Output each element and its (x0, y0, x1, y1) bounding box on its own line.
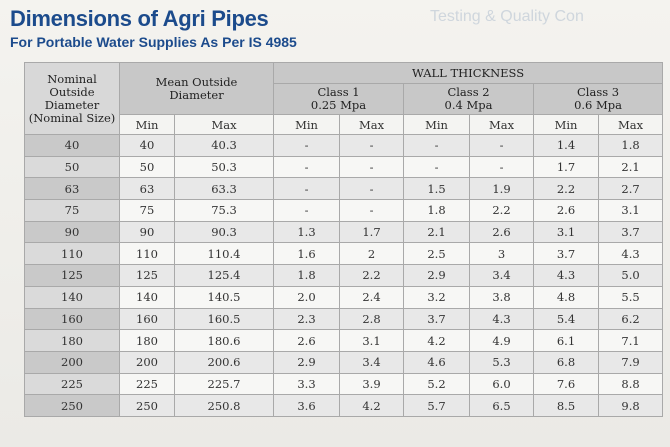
table-row (25, 308, 663, 330)
cell-class1-max: 2.2 (340, 265, 404, 287)
cell-class3-min: 6.8 (534, 351, 599, 373)
cell-nominal-size: 200 (25, 351, 120, 373)
cell-class2-min: 4.6 (404, 351, 470, 373)
cell-class1-min: - (274, 135, 340, 157)
cell-class2-min: - (404, 135, 470, 157)
cell-class3-max: 7.1 (599, 330, 663, 352)
table-row (25, 221, 663, 243)
cell-class2-min: 2.5 (404, 243, 470, 265)
cell-class3-max: 4.3 (599, 243, 663, 265)
cell-mean-max: 225.7 (175, 373, 274, 395)
cell-class1-min: - (274, 156, 340, 178)
cell-class1-min: 2.0 (274, 286, 340, 308)
cell-mean-min: 90 (120, 221, 175, 243)
cell-nominal-size: 225 (25, 373, 120, 395)
header-class-2: Class 2 0.4 Mpa (404, 84, 534, 115)
cell-class2-min: - (404, 156, 470, 178)
cell-class3-max: 5.5 (599, 286, 663, 308)
cell-class2-min: 2.1 (404, 221, 470, 243)
cell-class2-min: 3.2 (404, 286, 470, 308)
cell-class2-min: 1.8 (404, 200, 470, 222)
cell-class1-max: 1.7 (340, 221, 404, 243)
cell-class3-min: 4.8 (534, 286, 599, 308)
cell-class1-min: 3.6 (274, 395, 340, 417)
cell-mean-min: 200 (120, 351, 175, 373)
cell-nominal-size: 90 (25, 221, 120, 243)
header-class-3: Class 3 0.6 Mpa (534, 84, 663, 115)
cell-class2-min: 4.2 (404, 330, 470, 352)
background-text: Testing & Quality Con (430, 8, 584, 25)
cell-class2-max: 3.8 (470, 286, 534, 308)
cell-mean-max: 50.3 (175, 156, 274, 178)
cell-class2-min: 5.2 (404, 373, 470, 395)
cell-mean-max: 200.6 (175, 351, 274, 373)
cell-mean-min: 225 (120, 373, 175, 395)
cell-class3-max: 2.1 (599, 156, 663, 178)
cell-class1-max: - (340, 135, 404, 157)
header-class2-max: Max (470, 115, 534, 135)
cell-nominal-size: 180 (25, 330, 120, 352)
cell-class1-max: - (340, 178, 404, 200)
heading-block (10, 6, 297, 51)
table-row (25, 265, 663, 287)
cell-class3-max: 6.2 (599, 308, 663, 330)
cell-class3-min: 7.6 (534, 373, 599, 395)
cell-class1-max: 2 (340, 243, 404, 265)
cell-class2-max: 3.4 (470, 265, 534, 287)
cell-mean-max: 250.8 (175, 395, 274, 417)
page-title: Dimensions of Agri Pipes (10, 6, 269, 31)
cell-mean-max: 140.5 (175, 286, 274, 308)
cell-class1-max: 2.4 (340, 286, 404, 308)
cell-mean-min: 50 (120, 156, 175, 178)
cell-class3-max: 3.7 (599, 221, 663, 243)
cell-mean-max: 40.3 (175, 135, 274, 157)
cell-class3-min: 1.4 (534, 135, 599, 157)
cell-class3-min: 6.1 (534, 330, 599, 352)
cell-class2-max: 4.9 (470, 330, 534, 352)
cell-class3-min: 2.2 (534, 178, 599, 200)
cell-mean-min: 160 (120, 308, 175, 330)
table-row (25, 243, 663, 265)
dimensions-table (24, 62, 663, 417)
cell-class1-max: 2.8 (340, 308, 404, 330)
cell-class3-max: 1.8 (599, 135, 663, 157)
header-mean-max: Max (175, 115, 274, 135)
cell-class2-max: 2.6 (470, 221, 534, 243)
header-class1-min: Min (274, 115, 340, 135)
cell-mean-max: 125.4 (175, 265, 274, 287)
cell-class3-min: 3.7 (534, 243, 599, 265)
table-row (25, 395, 663, 417)
cell-mean-max: 75.3 (175, 200, 274, 222)
cell-class3-min: 5.4 (534, 308, 599, 330)
cell-class3-max: 3.1 (599, 200, 663, 222)
cell-mean-max: 63.3 (175, 178, 274, 200)
header-mean-outside-diameter: Mean Outside Diameter (120, 63, 274, 115)
cell-class2-max: 5.3 (470, 351, 534, 373)
cell-class2-min: 1.5 (404, 178, 470, 200)
table-row (25, 178, 663, 200)
cell-class1-max: 3.9 (340, 373, 404, 395)
cell-nominal-size: 160 (25, 308, 120, 330)
cell-class2-min: 5.7 (404, 395, 470, 417)
header-class-1: Class 1 0.25 Mpa (274, 84, 404, 115)
cell-mean-max: 160.5 (175, 308, 274, 330)
cell-class3-max: 5.0 (599, 265, 663, 287)
cell-class3-max: 2.7 (599, 178, 663, 200)
cell-class2-max: - (470, 156, 534, 178)
cell-class1-min: 2.9 (274, 351, 340, 373)
header-mean-min: Min (120, 115, 175, 135)
cell-class3-min: 2.6 (534, 200, 599, 222)
cell-class3-max: 8.8 (599, 373, 663, 395)
table-row (25, 351, 663, 373)
cell-nominal-size: 75 (25, 200, 120, 222)
cell-mean-min: 140 (120, 286, 175, 308)
header-class1-max: Max (340, 115, 404, 135)
cell-class1-min: 1.3 (274, 221, 340, 243)
header-class3-max: Max (599, 115, 663, 135)
cell-class1-min: - (274, 178, 340, 200)
cell-class2-max: 2.2 (470, 200, 534, 222)
cell-mean-max: 90.3 (175, 221, 274, 243)
cell-class1-max: - (340, 200, 404, 222)
cell-class1-min: 1.8 (274, 265, 340, 287)
table-row (25, 135, 663, 157)
cell-class2-max: - (470, 135, 534, 157)
header-wall-thickness: WALL THICKNESS (274, 63, 663, 84)
cell-class2-min: 2.9 (404, 265, 470, 287)
cell-class1-max: 3.4 (340, 351, 404, 373)
cell-class3-min: 3.1 (534, 221, 599, 243)
page-subtitle: For Portable Water Supplies As Per IS 4985 (10, 34, 297, 50)
cell-class2-max: 6.5 (470, 395, 534, 417)
cell-class1-min: 3.3 (274, 373, 340, 395)
cell-mean-max: 110.4 (175, 243, 274, 265)
cell-class3-min: 4.3 (534, 265, 599, 287)
cell-class1-max: - (340, 156, 404, 178)
cell-mean-max: 180.6 (175, 330, 274, 352)
cell-class3-max: 9.8 (599, 395, 663, 417)
cell-class1-max: 4.2 (340, 395, 404, 417)
cell-nominal-size: 110 (25, 243, 120, 265)
cell-class1-min: - (274, 200, 340, 222)
table-row (25, 330, 663, 352)
table-row (25, 156, 663, 178)
cell-class1-min: 2.6 (274, 330, 340, 352)
header-class3-min: Min (534, 115, 599, 135)
table-row (25, 373, 663, 395)
cell-class1-max: 3.1 (340, 330, 404, 352)
cell-nominal-size: 40 (25, 135, 120, 157)
table-row (25, 286, 663, 308)
cell-nominal-size: 63 (25, 178, 120, 200)
cell-nominal-size: 250 (25, 395, 120, 417)
cell-class3-min: 1.7 (534, 156, 599, 178)
cell-mean-min: 40 (120, 135, 175, 157)
header-class2-min: Min (404, 115, 470, 135)
cell-mean-min: 110 (120, 243, 175, 265)
cell-class3-min: 8.5 (534, 395, 599, 417)
cell-class2-max: 4.3 (470, 308, 534, 330)
cell-class2-max: 1.9 (470, 178, 534, 200)
cell-nominal-size: 140 (25, 286, 120, 308)
cell-class2-min: 3.7 (404, 308, 470, 330)
cell-mean-min: 75 (120, 200, 175, 222)
cell-mean-min: 250 (120, 395, 175, 417)
cell-nominal-size: 125 (25, 265, 120, 287)
cell-class2-max: 3 (470, 243, 534, 265)
cell-mean-min: 125 (120, 265, 175, 287)
cell-class1-min: 2.3 (274, 308, 340, 330)
header-nominal-size: Nominal Outside Diameter (Nominal Size) (25, 63, 120, 135)
cell-mean-min: 63 (120, 178, 175, 200)
cell-mean-min: 180 (120, 330, 175, 352)
table-row (25, 200, 663, 222)
cell-class3-max: 7.9 (599, 351, 663, 373)
cell-class1-min: 1.6 (274, 243, 340, 265)
cell-nominal-size: 50 (25, 156, 120, 178)
cell-class2-max: 6.0 (470, 373, 534, 395)
